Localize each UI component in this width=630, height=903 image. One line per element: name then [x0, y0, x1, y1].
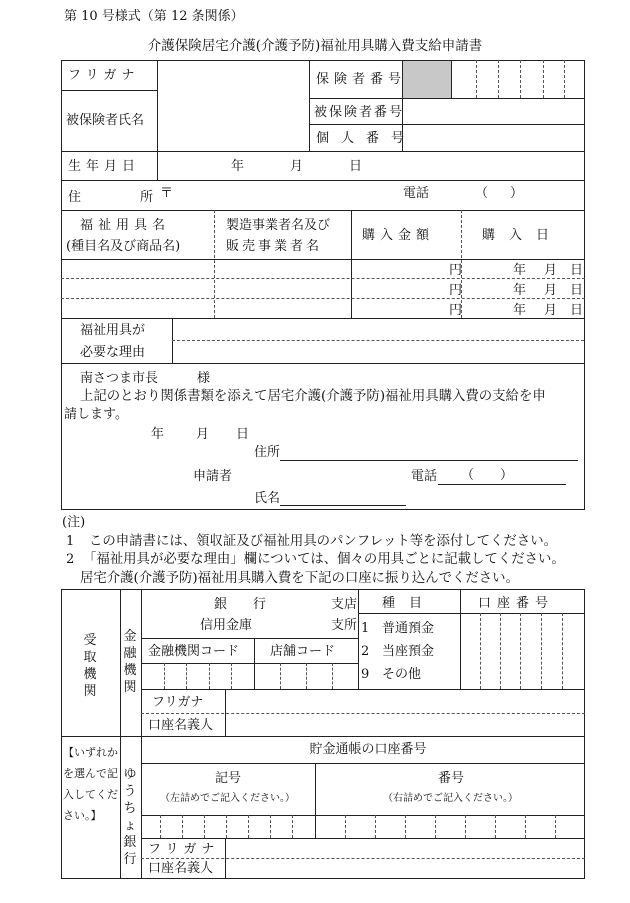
- note2-number: 2: [66, 552, 75, 567]
- phone-label: 電話: [403, 186, 430, 201]
- personal-number-input[interactable]: [404, 126, 584, 150]
- day-unit: 日: [570, 303, 584, 318]
- option-number: 2: [361, 644, 370, 659]
- applicant-label: 申請者: [193, 469, 233, 484]
- applicant-name-label: 氏名: [254, 491, 281, 506]
- note2-text: 「福祉用具が必要な理由」欄については、個々の用具ごとに記載してください。: [83, 552, 565, 567]
- day-unit: 日: [570, 263, 584, 278]
- bank-furigana-label: フリガナ: [152, 695, 204, 710]
- seller-header: 販売事業者名: [226, 239, 323, 254]
- yen-unit: 円: [449, 283, 463, 298]
- insurer-number-input[interactable]: [452, 62, 584, 98]
- birth-month-unit: 月: [290, 159, 304, 174]
- yucho-holder-input[interactable]: [228, 860, 583, 877]
- month-unit: 月: [544, 303, 558, 318]
- applicant-address-line[interactable]: [280, 460, 578, 461]
- month-unit: 月: [544, 263, 558, 278]
- applicant-phone-label: 電話: [411, 469, 438, 484]
- receiving-institution-label: 受取機関: [83, 633, 97, 699]
- year-unit: 年: [513, 283, 527, 298]
- day-unit: 日: [570, 283, 584, 298]
- maker-header: 製造事業者名及び: [226, 218, 331, 233]
- form-number: 第 10 号様式（第 12 条関係）: [64, 9, 244, 24]
- yen-unit: 円: [449, 263, 463, 278]
- credit-union-suffix: 信用金庫: [200, 618, 253, 633]
- birth-date-label: 生年月日: [68, 159, 141, 174]
- symbol-hint: （左詰めでご記入ください。）: [160, 793, 295, 804]
- insurer-number-shaded-cell: [403, 61, 451, 98]
- option-label: 当座預金: [382, 644, 435, 659]
- option-number: 9: [361, 667, 370, 682]
- furigana-input[interactable]: [160, 62, 309, 90]
- yen-unit: 円: [449, 303, 463, 318]
- insured-name-input[interactable]: [160, 92, 309, 150]
- phone-paren-close: ）: [510, 186, 524, 201]
- number-hint: （右詰めでご記入ください。）: [383, 793, 518, 804]
- symbol-label: 記号: [215, 771, 242, 786]
- yucho-holder-label: 口座名義人: [148, 861, 214, 876]
- address-label-2: 所: [140, 190, 154, 205]
- application-body-2: 請します。: [64, 407, 128, 422]
- applicant-phone-paren-close: ）: [500, 468, 514, 483]
- birth-day-unit: 日: [349, 159, 363, 174]
- personal-number-label: 個人番号: [316, 131, 417, 146]
- yucho-furigana-label: フリガナ: [148, 842, 220, 857]
- note1-text: この申請書には、領収証及び福祉用具のパンフレット等を添付してください。: [89, 534, 557, 549]
- bank-furigana-input[interactable]: [228, 691, 583, 712]
- form-title: 介護保険居宅介護(介護予防)福祉用具購入費支給申請書: [147, 38, 483, 54]
- note1-number: 1: [66, 534, 75, 549]
- option-label: その他: [382, 667, 422, 682]
- application-month-unit: 月: [196, 427, 210, 442]
- purchase-date-header: 購入日: [482, 228, 564, 243]
- reason-label-1: 福祉用具が: [80, 323, 146, 338]
- reason-input[interactable]: [175, 320, 583, 362]
- passbook-account-label: 貯金通帳の口座番号: [309, 742, 427, 757]
- bank-holder-input[interactable]: [228, 715, 583, 735]
- addressee: 南さつま市長 様: [80, 371, 211, 386]
- institution-code-label: 金融機関コード: [148, 644, 240, 659]
- bank-suffix: 銀 行: [214, 597, 267, 612]
- address-label-1: 住: [68, 190, 82, 205]
- insured-number-input[interactable]: [404, 100, 584, 124]
- reason-label-2: 必要な理由: [80, 345, 146, 360]
- account-number-header: 口座番号: [478, 596, 555, 611]
- choose-note: 【いずれかを選んで記入してください。】: [63, 746, 118, 822]
- purchase-amount-header: 購入金額: [362, 228, 435, 243]
- applicant-phone-line[interactable]: [438, 484, 566, 485]
- applicant-phone-paren-open: （: [461, 468, 475, 483]
- option-label: 普通預金: [382, 621, 435, 636]
- application-day-unit: 日: [236, 427, 250, 442]
- year-unit: 年: [513, 263, 527, 278]
- yucho-furigana-input[interactable]: [228, 840, 583, 857]
- account-type-header: 種目: [382, 596, 437, 611]
- applicant-name-line[interactable]: [280, 505, 406, 506]
- bank-holder-label: 口座名義人: [148, 718, 214, 733]
- furigana-label: フリガナ: [68, 68, 140, 83]
- postal-mark: 〒: [160, 186, 174, 201]
- financial-institution-label: 金融機関: [123, 629, 137, 695]
- number-label: 番号: [438, 771, 465, 786]
- transfer-instruction: 居宅介護(介護予防)福祉用具購入費を下記の口座に振り込んでください。: [80, 571, 519, 586]
- notes-heading: (注): [62, 515, 86, 530]
- insurer-number-label: 保険者番号: [316, 72, 407, 87]
- month-unit: 月: [544, 283, 558, 298]
- application-body-1: 上記のとおり関係書類を添えて居宅介護(介護予防)福祉用具購入費の支給を申: [80, 389, 546, 404]
- birth-year-unit: 年: [231, 159, 245, 174]
- branch-suffix: 支店: [331, 597, 358, 612]
- branch-code-label: 店舗コード: [270, 644, 336, 659]
- equipment-name-header: 福祉用具名: [80, 218, 171, 233]
- phone-paren-open: （: [475, 186, 489, 201]
- insured-name-label: 被保険者氏名: [66, 113, 145, 128]
- option-number: 1: [361, 621, 370, 636]
- application-year-unit: 年: [151, 427, 165, 442]
- equipment-name-subheader: (種目名及び商品名): [66, 239, 181, 254]
- sub-branch-suffix: 支所: [331, 618, 358, 633]
- applicant-address-label: 住所: [254, 445, 281, 460]
- year-unit: 年: [513, 303, 527, 318]
- yucho-bank-label: ゆうちょ銀行: [123, 767, 137, 867]
- insured-number-label: 被保険者番号: [314, 105, 405, 120]
